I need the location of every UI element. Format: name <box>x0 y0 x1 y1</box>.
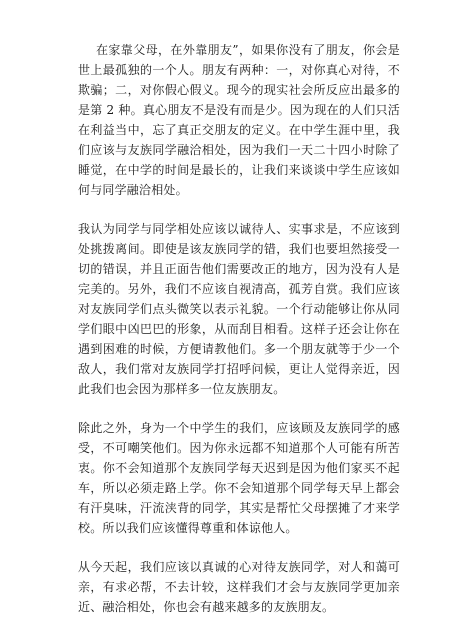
document-page <box>78 40 400 636</box>
paragraph-sincerity: 我认为同学与同学相处应该以诚待人、实事求是，不应该到处挑拨离间。即使是该友族同学的错，我们也要坦然接受一切的错误，并且正面告他们需要改正的地方，因为没有人是完美的。另外，我们不应该自视清高，孤芳自赏。我们应该对友族同学们点头微笑以表示礼貌。一个行动能够让你从同学们眼中凶巴巴的形象，从而刮目相看。这样子还会让你在遇到困难的时候，方便请教他们。多一个朋友就等于少一个敌人，我们常对友族同学打招呼问候，更让人觉得亲近，因此我们也会因为那样多一位友族朋友。 <box>78 222 400 396</box>
paragraph-conclusion: 从今天起，我们应该以真诚的心对待友族同学，对人和蔼可亲，有求必帮，不去计较，这样我们才会与友族同学更加亲近、融洽相处，你也会有越来越多的友族朋友。 <box>78 560 400 614</box>
paragraph-empathy: 除此之外，身为一个中学生的我们，应该顾及友族同学的感受，不可嘲笑他们。因为你永远都不知道那个人可能有所苦衷。你不会知道那个友族同学每天迟到是因为他们家买不起车，所以必须走路上学。你不会知道那个同学每天早上都会有汗臭味，汗流浃背的同学，其实是帮忙父母摆摊了才来学校。所以我们应该懂得尊重和体谅他人。 <box>78 421 400 535</box>
paragraph-intro: 在家靠父母，在外靠朋友”，如果你没有了朋友，你会是世上最孤独的一个人。朋友有两种：一，对你真心对待，不欺骗；二，对你假心假义。现今的现实社会所反应出最多的是第 2 种。真心朋友不是没有而是少。因为现在的人们只活在利益当中，忘了真正交朋友的定义。在中学生涯中里，我们应该与友族同学融洽相处，因为我们一天二十四小时除了睡觉，在中学的时间是最长的，让我们来谈谈中学生应该如何与同学融洽相处。 <box>78 43 400 197</box>
